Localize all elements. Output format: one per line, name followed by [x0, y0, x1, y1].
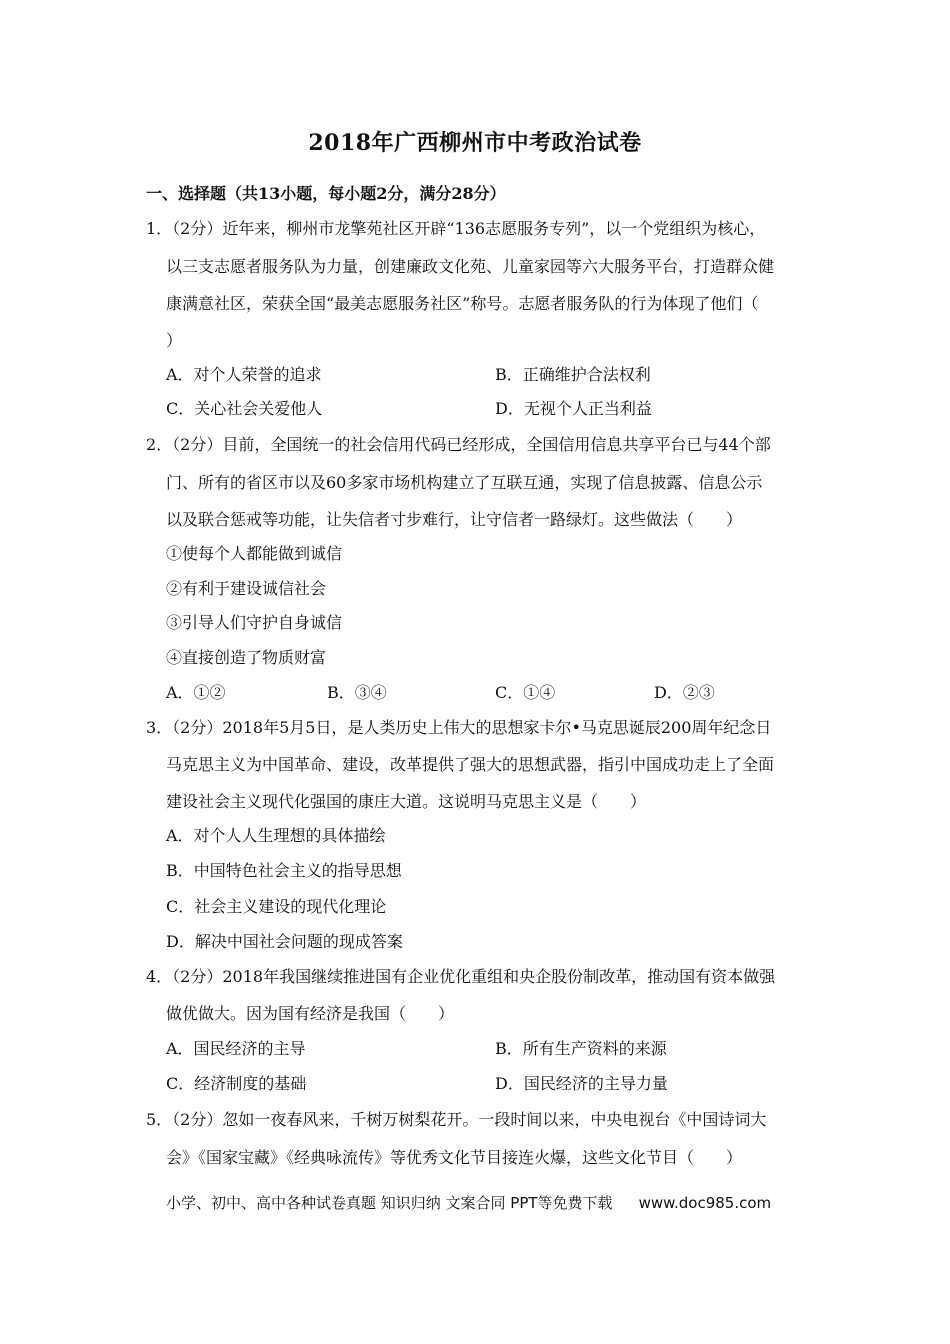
question-1-option-c[interactable]: C．关心社会关爱他人: [166, 399, 323, 418]
question-3-option-d[interactable]: D．解决中国社会问题的现成答案: [166, 932, 403, 951]
question-1-option-d[interactable]: D．无视个人正当利益: [495, 399, 652, 418]
question-5-line-2: 会》《国家宝藏》《经典咏流传》等优秀文化节目接连火爆，这些文化节目（ ）: [166, 1148, 743, 1167]
question-2-option-d[interactable]: D．②③: [654, 683, 715, 702]
footer-text: 小学、初中、高中各种试卷真题 知识归纳 文案合同 PPT等免费下载: [166, 1194, 613, 1212]
question-3-option-b[interactable]: B．中国特色社会主义的指导思想: [166, 861, 402, 880]
question-1-line-2: 以三支志愿者服务队为力量，创建廉政文化苑、儿童家园等六大服务平台，打造群众健: [166, 257, 775, 276]
page-title: 2018年广西柳州市中考政治试卷: [308, 130, 642, 156]
question-1-line-3: 康满意社区，荣获全国“最美志愿服务社区”称号。志愿者服务队的行为体现了他们（: [166, 294, 759, 313]
footer-url-link[interactable]: www.doc985.com: [638, 1194, 772, 1212]
question-1-option-b[interactable]: B．正确维护合法权利: [495, 365, 651, 384]
question-4-option-c[interactable]: C．经济制度的基础: [166, 1074, 307, 1093]
question-1-line-4: ）: [166, 331, 183, 350]
question-2-option-a[interactable]: A．①②: [166, 683, 226, 702]
question-2-line-2: 门、所有的省区市以及60多家市场机构建立了互联互通，实现了信息披露、信息公示: [166, 473, 763, 492]
question-2-statement-2: ②有利于建设诚信社会: [166, 579, 327, 598]
section-heading: 一、选择题（共13小题，每小题2分，满分28分）: [146, 184, 506, 203]
question-2-line-3: 以及联合惩戒等功能，让失信者寸步难行，让守信者一路绿灯。这些做法（ ）: [166, 510, 743, 529]
question-3-option-a[interactable]: A．对个人人生理想的具体描绘: [166, 826, 386, 845]
question-3-line-1: 3．（2分）2018年5月5日，是人类历史上伟大的思想家卡尔•马克思诞辰200周年纪念日: [146, 718, 772, 737]
question-4-line-2: 做优做大。因为国有经济是我国（ ）: [166, 1004, 455, 1023]
page-footer: [166, 1192, 771, 1213]
question-2-option-c[interactable]: C．①④: [495, 683, 556, 702]
question-3-line-2: 马克思主义为中国革命、建设，改革提供了强大的思想武器，指引中国成功走上了全面: [166, 755, 775, 774]
question-1-line-1: 1．（2分）近年来，柳州市龙擎苑社区开辟“136志愿服务专列”，以一个党组织为核心，: [146, 219, 766, 238]
question-4-line-1: 4．（2分）2018年我国继续推进国有企业优化重组和央企股份制改革，推动国有资本做强: [146, 967, 776, 986]
question-2-statement-4: ④直接创造了物质财富: [166, 648, 327, 667]
question-5-line-1: 5．（2分）忽如一夜春风来，千树万树梨花开。一段时间以来，中央电视台《中国诗词大: [146, 1110, 767, 1129]
question-2-statement-1: ①使每个人都能做到诚信: [166, 544, 343, 563]
question-1-option-a[interactable]: A．对个人荣誉的追求: [166, 365, 322, 384]
question-2-line-1: 2．（2分）目前，全国统一的社会信用代码已经形成，全国信用信息共享平台已与44个部: [146, 435, 771, 454]
question-2-statement-3: ③引导人们守护自身诚信: [166, 613, 343, 632]
question-3-line-3: 建设社会主义现代化强国的康庄大道。这说明马克思主义是（ ）: [166, 792, 647, 811]
question-3-option-c[interactable]: C．社会主义建设的现代化理论: [166, 897, 387, 916]
question-4-option-a[interactable]: A．国民经济的主导: [166, 1039, 306, 1058]
question-4-option-d[interactable]: D．国民经济的主导力量: [495, 1074, 668, 1093]
question-2-option-b[interactable]: B．③④: [327, 683, 387, 702]
question-4-option-b[interactable]: B．所有生产资料的来源: [495, 1039, 667, 1058]
